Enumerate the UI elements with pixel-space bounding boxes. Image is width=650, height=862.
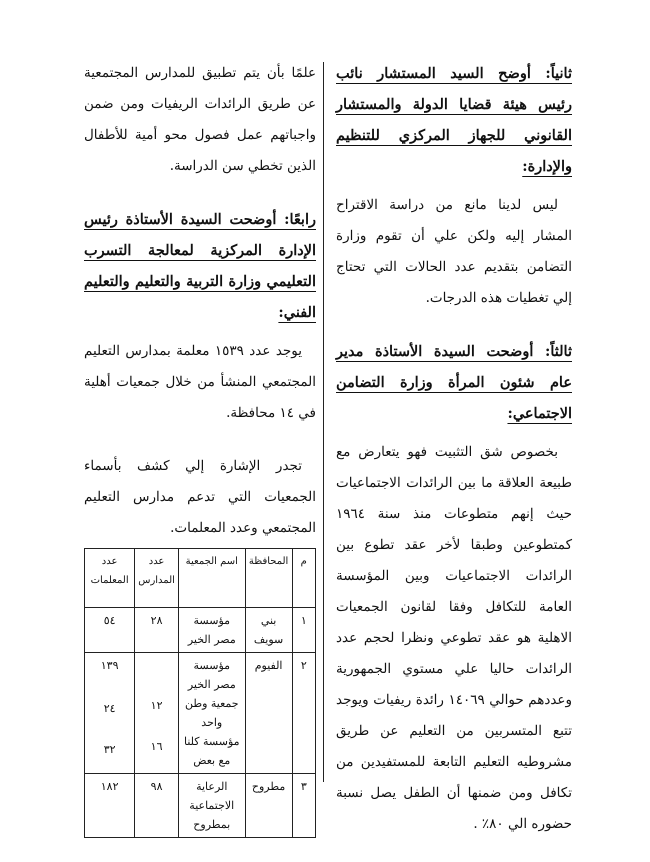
cell-governorate: مطروح (245, 774, 292, 838)
section3-heading: ثالثاً: أوضحت السيدة الأستاذة مدير عام شئون المرأة وزارة التضامن الاجتماعي: (336, 343, 572, 422)
cell-schools (135, 653, 179, 774)
cell-schools (135, 774, 179, 838)
cell-teachers (85, 653, 135, 774)
section4-para2: تجدر الإشارة إلي كشف بأسماء الجمعيات التي تدعم مدارس التعليم المجتمعي وعدد المعلمات. (84, 458, 316, 536)
header-teachers: عدد المعلمات (85, 549, 135, 608)
schools-count: ١٢ (150, 699, 163, 712)
header-num: م (292, 549, 315, 608)
left-column (84, 58, 316, 838)
teachers-count: ١٣٩ (100, 659, 119, 672)
table-row (85, 653, 316, 774)
header-governorate: المحافظة (245, 549, 292, 608)
header-schools: عدد المدارس (135, 549, 179, 608)
association-name: مؤسسة كلنا مع بعض (183, 735, 240, 767)
cell-num: ٢ (292, 653, 315, 774)
cell-schools (135, 608, 179, 653)
column-divider (323, 62, 324, 782)
teachers-count: ٢٤ (103, 702, 116, 715)
association-name: الرعاية الاجتماعية بمطروح (189, 780, 235, 831)
schools-count: ٩٨ (150, 780, 163, 793)
cell-num: ١ (292, 608, 315, 653)
table-row (85, 608, 316, 653)
cell-governorate: بني سويف (245, 608, 292, 653)
teachers-count: ٥٤ (103, 614, 116, 627)
cell-association (178, 608, 245, 653)
association-name: مؤسسة مصر الخير (187, 659, 236, 691)
intro-paragraph: علمًا بأن يتم تطبيق للمدارس المجتمعية عن طريق الرائدات الريفيات ومن ضمن واجباتهم عمل فصول محو أمية للأطفال الذين تخطي سن الدراسة. (84, 65, 316, 174)
cell-association (178, 653, 245, 774)
table-row (85, 774, 316, 838)
cell-num: ٣ (292, 774, 315, 838)
teachers-count: ١٨٢ (100, 780, 119, 793)
schools-count: ٢٨ (150, 614, 163, 627)
cell-teachers (85, 774, 135, 838)
associations-table (84, 548, 316, 838)
section4-heading: رابعًا: أوضحت السيدة الأستاذة رئيس الإدارة المركزية لمعالجة التسرب التعليمي وزارة التربية والتعليم والتعليم الفني: (84, 211, 316, 321)
association-name: جمعية وطن واحد (184, 697, 239, 729)
teachers-count: ٣٢ (103, 743, 116, 756)
section3-body: بخصوص شق التثبيت فهو يتعارض مع طبيعة العلاقة ما بين الرائدات الاجتماعيات حيث إنهم متطوعات منذ سنة ١٩٦٤ كمتطوعين وطبقا لأخر عقد تطوع بين الرائدات الاجتماعيات وبين المؤسسة العامة للتكافل وفقا لقانون الجمعيات الاهلية هو عقد تطوعي ونظرا لحجم عدد الرائدات حاليا علي مستوي الجمهورية وعددهم حوالي ١٤٠٦٩ رائدة ريفيات ويوجد تتبع المتسربين من التعليم عن طريق مشروطيه التعليم التابعة للمستفيدين من تكافل ومن ضمنها أن الطفل يصل نسبة حضوره الي ٨٠٪ . (336, 444, 573, 832)
section4-para1: يوجد عدد ١٥٣٩ معلمة بمدارس التعليم المجتمعي المنشأ من خلال جمعيات أهلية في ١٤ محافظة. (84, 343, 316, 421)
table-header-row (85, 549, 316, 608)
header-association: اسم الجمعية (178, 549, 245, 608)
cell-governorate: الفيوم (245, 653, 292, 774)
cell-association (178, 774, 245, 838)
schools-count: ١٦ (150, 740, 163, 753)
section2-heading: ثانياً: أوضح السيد المستشار نائب رئيس هيئة قضايا الدولة والمستشار القانوني للجهاز المركزي للتنظيم والإدارة: (336, 65, 572, 175)
cell-teachers (85, 608, 135, 653)
association-name: مؤسسة مصر الخير (187, 614, 236, 646)
right-column (336, 58, 572, 862)
section2-body: ليس لدينا مانع من دراسة الاقتراح المشار إليه ولكن علي أن تقوم وزارة التضامن بتقديم عدد الحالات التي تحتاج إلي تغطيات هذه الدرجات. (336, 197, 572, 306)
